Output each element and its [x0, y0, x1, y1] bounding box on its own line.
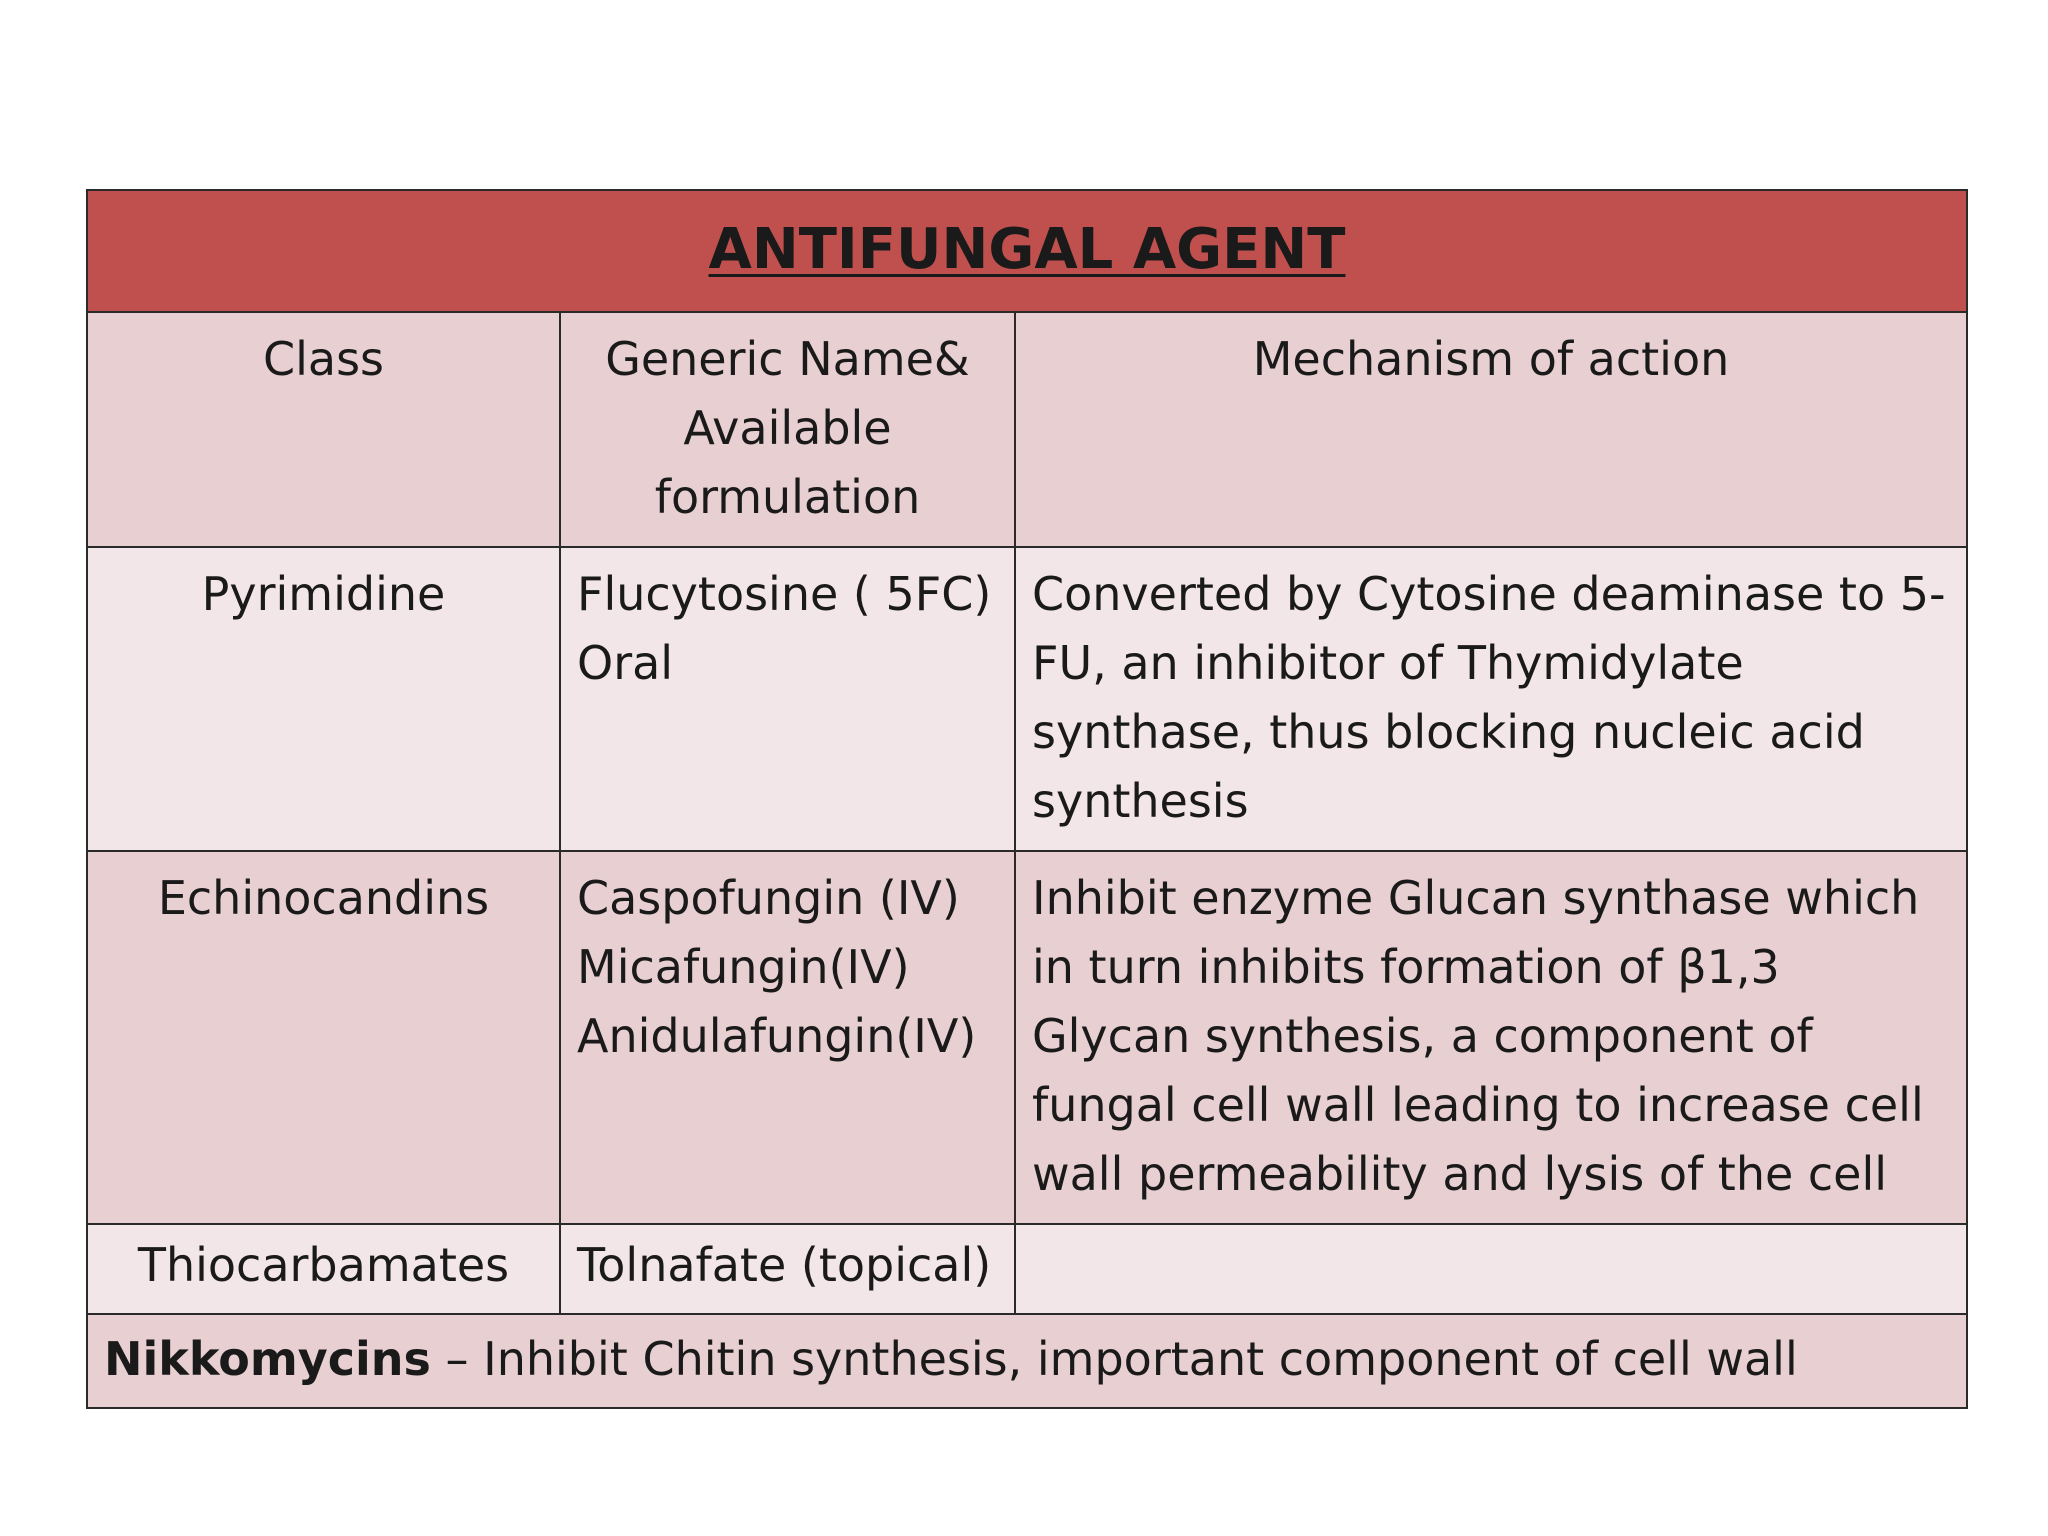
class-cell: Thiocarbamates — [87, 1224, 560, 1314]
table-title: ANTIFUNGAL AGENT — [708, 217, 1346, 282]
generic-line: Tolnafate (topical) — [577, 1238, 992, 1292]
header-class: Class — [87, 312, 560, 547]
footer-cell — [87, 1314, 1967, 1408]
table-row-pyrimidine — [87, 547, 1967, 851]
generic-cell — [560, 547, 1015, 851]
class-cell: Echinocandins — [87, 851, 560, 1224]
generic-cell — [560, 851, 1015, 1224]
generic-line: Oral — [577, 636, 674, 690]
footer-text: – Inhibit Chitin synthesis, important component of cell wall — [430, 1332, 1798, 1386]
generic-line: Micafungin(IV) — [577, 940, 910, 994]
mechanism-cell — [1015, 1224, 1967, 1314]
footer-bold-term: Nikkomycins — [104, 1332, 431, 1386]
generic-line: Flucytosine ( 5FC) — [577, 567, 992, 621]
table-row-thiocarbamates — [87, 1224, 1967, 1314]
footer-row — [87, 1314, 1967, 1408]
mechanism-cell: Inhibit enzyme Glucan synthase which in turn inhibits formation of β1,3 Glycan synthesis, a component of fungal cell wall leading to increase cell wall permeability and lysis of the cell — [1015, 851, 1967, 1224]
antifungal-table — [86, 189, 1968, 1409]
header-row — [87, 312, 1967, 547]
title-row — [87, 190, 1967, 312]
table-row-echinocandins — [87, 851, 1967, 1224]
title-cell — [87, 190, 1967, 312]
header-generic: Generic Name& Available formulation — [560, 312, 1015, 547]
mechanism-cell: Converted by Cytosine deaminase to 5-FU, an inhibitor of Thymidylate synthase, thus blocking nucleic acid synthesis — [1015, 547, 1967, 851]
generic-line: Caspofungin (IV) — [577, 871, 960, 925]
generic-line: Anidulafungin(IV) — [577, 1009, 977, 1063]
class-cell: Pyrimidine — [87, 547, 560, 851]
generic-cell — [560, 1224, 1015, 1314]
header-mechanism: Mechanism of action — [1015, 312, 1967, 547]
